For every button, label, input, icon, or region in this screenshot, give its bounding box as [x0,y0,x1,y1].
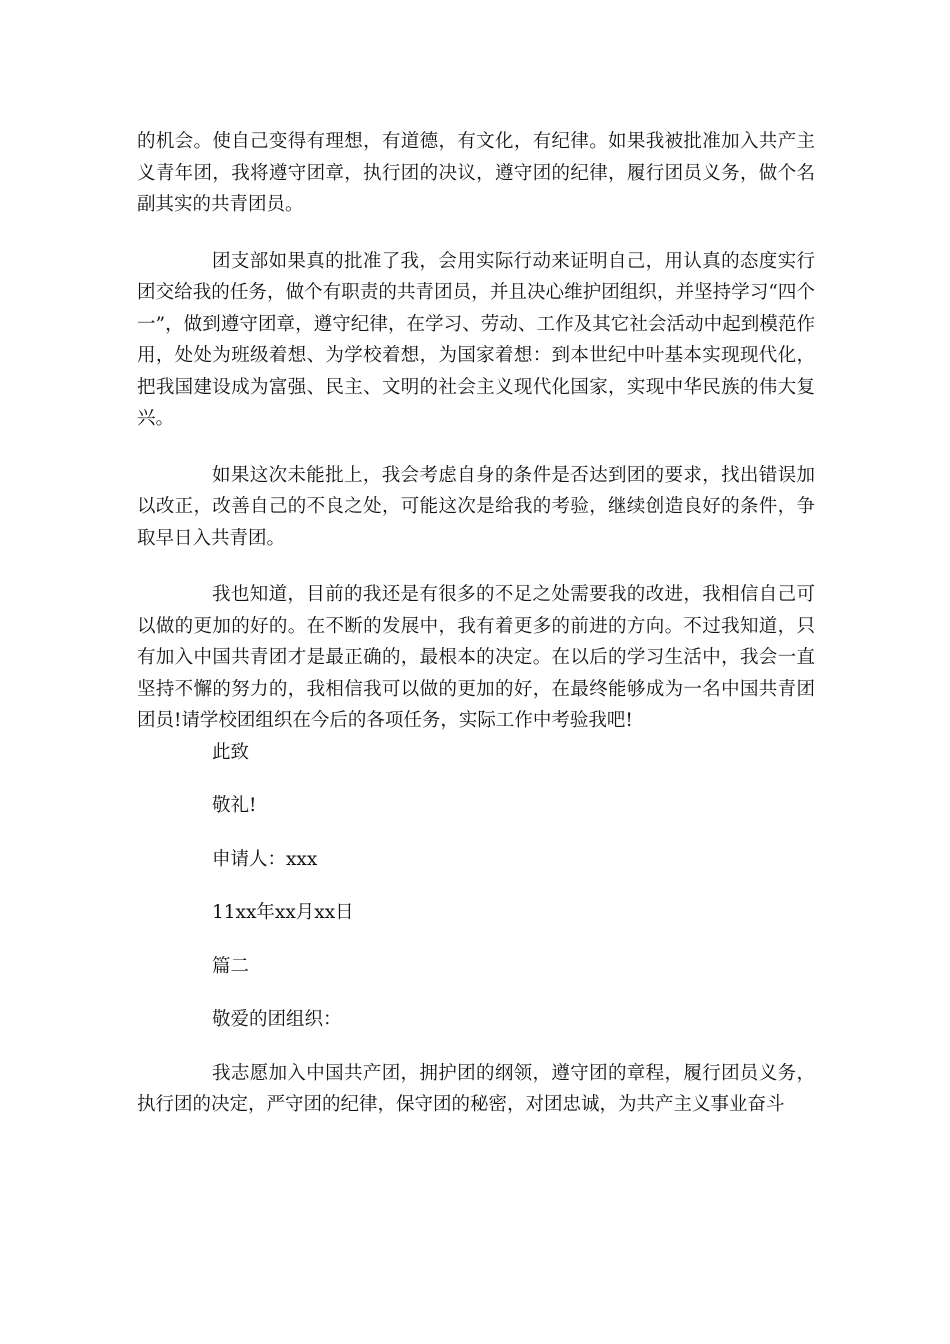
section-paragraph: 我志愿加入中国共产团，拥护团的纲领，遵守团的章程，履行团员义务，执行团的决定，严守团的纪律，保守团的秘密，对团忠诚，为共产主义事业奋斗 [137,1062,815,1115]
paragraph-4: 我也知道，目前的我还是有很多的不足之处需要我的改进，我相信自己可以做的更加的好的。在不断的发展中，我有着更多的前进的方向。不过我知道，只有加入中国共青团才是最正确的，最根本的决定。在以后的学习生活中，我会一直坚持不懈的努力的，我相信我可以做的更加的好，在最终能够成为一名中国共青团团员!请学校团组织在今后的各项任务，实际工作中考验我吧! [137,584,815,731]
section-greeting: 敬爱的团组织： [212,1009,342,1030]
applicant-signature: 申请人：xxx [212,848,318,870]
closing-respect: 敬礼! [212,795,257,816]
paragraph-1: 的机会。使自己变得有理想，有道德，有文化，有纪律。如果我被批准加入共产主义青年团，我将遵守团章，执行团的决议，遵守团的纪律，履行团员义务，做个名副其实的共青团员。 [137,131,815,215]
closing-salutation: 此致 [212,741,250,763]
paragraph-2: 团支部如果真的批准了我，会用实际行动来证明自己，用认真的态度实行团交给我的任务，做个有职责的共青团员，并且决心维护团组织，并坚持学习“四个一”，做到遵守团章，遵守纪律，在学习、劳动、工作及其它社会活动中起到模范作用，处处为班级着想、为学校着想，为国家着想：到本世纪中叶基本实现现代化，把我国建设成为富强、民主、文明的社会主义现代化国家，实现中华民族的伟大复兴。 [137,250,815,429]
application-date: 11xx年xx月xx日 [212,902,354,923]
paragraph-3: 如果这次未能批上，我会考虑自身的条件是否达到团的要求，找出错误加以改正，改善自己的不良之处，可能这次是给我的考验，继续创造良好的条件，争取早日入共青团。 [137,464,815,549]
document-page [137,126,815,1121]
section-heading: 篇二 [212,955,250,977]
